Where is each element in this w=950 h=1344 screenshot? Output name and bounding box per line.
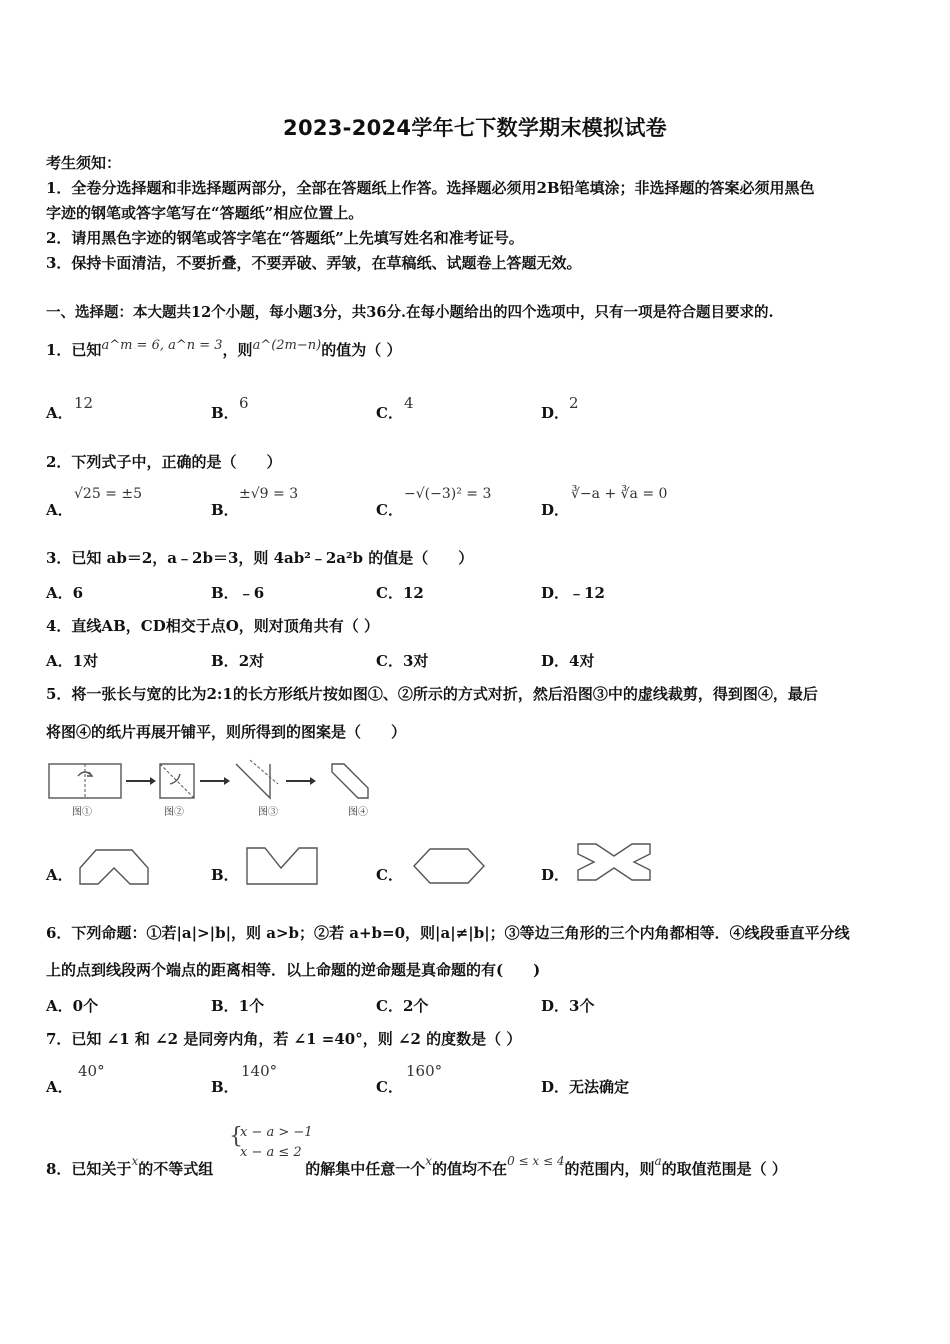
q5-shape-b[interactable] — [245, 846, 321, 888]
q6-option-c[interactable]: C．2个 — [376, 997, 429, 1015]
var-x-1: x — [131, 1154, 139, 1168]
fig-3-triangle — [236, 760, 278, 798]
q1-pre: 1．已知 — [46, 341, 102, 359]
question-5-line-2: 将图④的纸片再展开铺平，则所得到的图案是（ ） — [46, 723, 407, 741]
fig-2-square — [160, 764, 194, 798]
q1-option-b[interactable]: B． 6 — [211, 394, 249, 422]
question-7: 7．已知 ∠1 和 ∠2 是同旁内角，若 ∠1 =40°，则 ∠2 的度数是（ ） — [46, 1030, 522, 1048]
q4-option-a[interactable]: A．1对 — [46, 652, 99, 670]
q5-option-a[interactable]: A． — [46, 866, 73, 884]
fig-label-4: 图④ — [348, 807, 368, 818]
q2-option-a[interactable]: A． √25 = ±5 — [46, 486, 143, 519]
q3-option-b[interactable]: B．﹣6 — [211, 584, 265, 602]
question-8: 8．已知关于$^x$的不等式组 的解集中任意一个$^x$的值均不在$^{0 \le x \le 4}$的范围内，则$^a$的取值范围是（ ） — [46, 1154, 787, 1178]
q1-mid: ，则 — [222, 341, 253, 359]
notice-heading: 考生须知： — [46, 154, 122, 172]
q5-shape-a[interactable] — [78, 846, 152, 888]
question-1 — [46, 340, 401, 362]
q1-math-target: a^(2m−n) — [252, 338, 322, 353]
q3-option-a[interactable]: A．6 — [46, 584, 84, 602]
q5-option-d[interactable]: D． — [541, 866, 570, 884]
fig-4-cut-shape — [332, 764, 368, 798]
question-5-line-1: 5．将一张长与宽的比为2:1的长方形纸片按如图①、②所示的方式对折，然后沿图③中的虚线裁剪，得到图④，最后 — [46, 685, 818, 703]
q7-option-c[interactable]: C． 160° — [376, 1062, 443, 1096]
section-heading: 一、选择题：本大题共12个小题，每小题3分，共36分.在每小题给出的四个选项中，只有一项是符合题目要求的. — [46, 304, 774, 321]
q1-option-c[interactable]: C． 4 — [376, 394, 414, 422]
arrow-3-head — [310, 777, 316, 785]
q5-option-b[interactable]: B． — [211, 866, 239, 884]
range-expr: 0 ≤ x ≤ 4 — [507, 1154, 565, 1168]
question-4: 4．直线AB，CD相交于点O，则对顶角共有（ ） — [46, 617, 379, 635]
arrow-2-head — [224, 777, 230, 785]
question-6-line-2: 上的点到线段两个端点的距离相等．以上命题的逆命题是真命题的有( ) — [46, 961, 541, 979]
q4-option-c[interactable]: C．3对 — [376, 652, 429, 670]
fig-1-rectangle — [49, 764, 121, 798]
system-brace: { — [229, 1124, 243, 1149]
q1-math-given: a^m = 6, a^n = 3 — [101, 338, 223, 353]
q1-option-d[interactable]: D． 2 — [541, 394, 579, 422]
q3-option-c[interactable]: C．12 — [376, 584, 424, 602]
fig-label-2: 图② — [164, 807, 184, 818]
q6-option-a[interactable]: A．0个 — [46, 997, 99, 1015]
q7-option-a[interactable]: A． 40° — [46, 1062, 105, 1096]
question-2: 2．下列式子中，正确的是（ ） — [46, 453, 282, 471]
q7-option-d[interactable]: D．无法确定 — [541, 1078, 630, 1096]
fig-label-1: 图① — [72, 807, 92, 818]
q2-option-d[interactable]: D． ∛−a + ∛a = 0 — [541, 486, 668, 519]
notice-item-1: 1．全卷分选择题和非选择题两部分，全部在答题纸上作答。选择题必须用2B铅笔填涂；非选择题的答案必须用黑色 — [46, 179, 815, 197]
page-title: 2023-2024学年七下数学期末模拟试卷 — [283, 116, 667, 140]
q7-option-b[interactable]: B． 140° — [211, 1062, 278, 1096]
q2-option-c[interactable]: C． −√(−3)² = 3 — [376, 486, 492, 519]
question-6-line-1: 6．下列命题：①若|a|>|b|，则 a>b；②若 a+b=0，则|a|≠|b|；③等边三角形的三个内角都相等．④线段垂直平分线 — [46, 924, 850, 942]
q5-option-c[interactable]: C． — [376, 866, 403, 884]
q4-option-b[interactable]: B．2对 — [211, 652, 265, 670]
system-line-2: x − a ≤ 2 — [240, 1145, 302, 1160]
notice-item-3: 3．保持卡面清洁，不要折叠，不要弄破、弄皱，在草稿纸、试题卷上答题无效。 — [46, 254, 582, 272]
fig-label-3: 图③ — [258, 807, 278, 818]
q6-option-d[interactable]: D．3个 — [541, 997, 595, 1015]
q1-option-a[interactable]: A． 12 — [46, 394, 94, 422]
folding-diagram — [46, 760, 376, 820]
notice-item-2: 2．请用黑色字迹的钢笔或答字笔在“答题纸”上先填写姓名和准考证号。 — [46, 229, 524, 247]
q5-shape-d[interactable] — [576, 842, 654, 884]
q2-option-b[interactable]: B． ±√9 = 3 — [211, 486, 299, 519]
q6-option-b[interactable]: B．1个 — [211, 997, 265, 1015]
var-x-2: x — [425, 1154, 433, 1168]
question-3: 3．已知 ab＝2，a﹣2b＝3，则 4ab²﹣2a²b 的值是（ ） — [46, 549, 474, 567]
arrow-1-head — [150, 777, 156, 785]
q3-option-d[interactable]: D．﹣12 — [541, 584, 605, 602]
q4-option-d[interactable]: D．4对 — [541, 652, 595, 670]
notice-item-1-cont: 字迹的钢笔或答字笔写在“答题纸”相应位置上。 — [46, 204, 364, 222]
var-a: a — [654, 1154, 662, 1168]
q5-shape-c[interactable] — [412, 846, 488, 888]
q1-post: 的值为（ ） — [321, 341, 402, 359]
system-line-1: x − a > −1 — [240, 1125, 313, 1140]
